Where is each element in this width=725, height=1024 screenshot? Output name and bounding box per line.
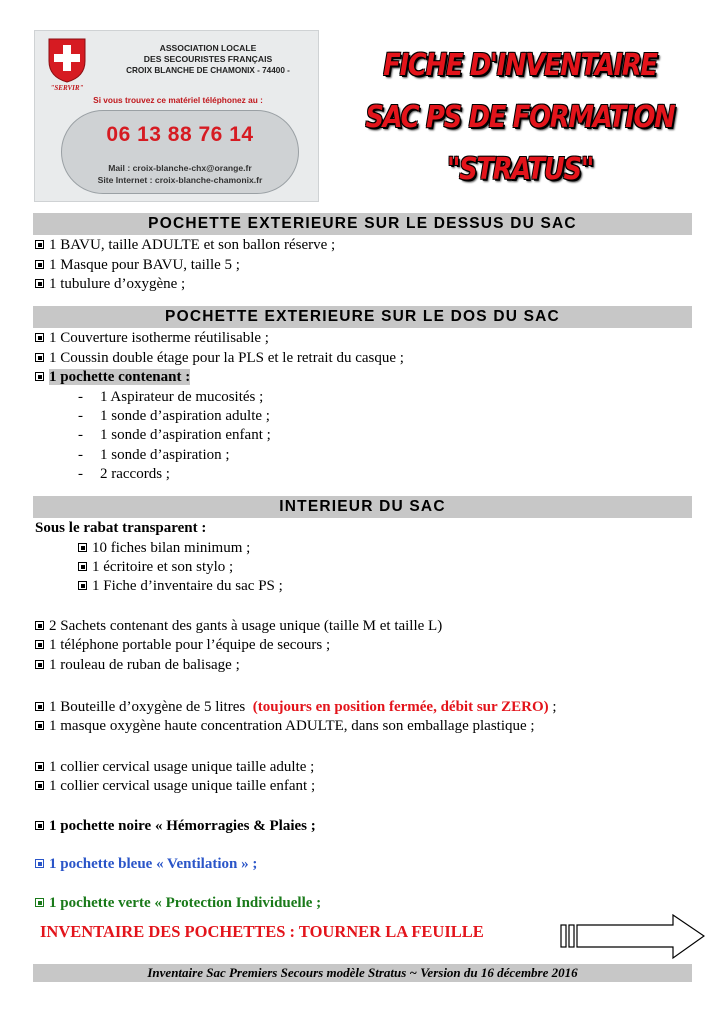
- callout-text: Si vous trouvez ce matériel téléphonez au :: [93, 95, 263, 105]
- green-pouch-item: 1 pochette verte « Protection Individuelle ;: [35, 894, 321, 914]
- black-pouch-item: 1 pochette noire « Hémorragies & Plaies ;: [35, 817, 316, 837]
- list-item: 1 collier cervical usage unique taille adulte ;: [35, 758, 314, 778]
- footer-version: Inventaire Sac Premiers Secours modèle Stratus ~ Version du 16 décembre 2016: [33, 964, 692, 982]
- title-line-1: FICHE D'INVENTAIRE: [383, 48, 657, 83]
- section-heading-interior: INTERIEUR DU SAC: [33, 496, 692, 518]
- bullet-square-icon: [78, 543, 87, 552]
- bullet-square-icon: [35, 859, 44, 868]
- list-item: 1 téléphone portable pour l’équipe de secours ;: [35, 636, 330, 656]
- flap-label: Sous le rabat transparent :: [35, 520, 207, 536]
- motto-text: "SERVIR": [50, 84, 84, 92]
- oxygen-warning: (toujours en position fermée, débit sur ZERO): [252, 699, 549, 715]
- bullet-square-icon: [78, 581, 87, 590]
- list-item: 1 Couverture isotherme réutilisable ;: [35, 329, 269, 349]
- list-item: 1 Bouteille d’oxygène de 5 litres (toujours en position fermée, débit sur ZERO) ;: [35, 698, 557, 718]
- org-line-2: DES SECOURISTES FRANÇAIS: [143, 54, 273, 64]
- bullet-square-icon: [35, 702, 44, 711]
- right-arrow-icon: [560, 914, 705, 960]
- list-item: 1 Masque pour BAVU, taille 5 ;: [35, 256, 240, 276]
- bullet-square-icon: [35, 279, 44, 288]
- white-cross-logo-icon: [47, 37, 87, 83]
- list-item: [35, 368, 190, 388]
- phone-number: 06 13 88 76 14: [106, 123, 254, 146]
- contact-pill: [61, 110, 299, 194]
- website-text: Site Internet : croix-blanche-chamonix.fr: [97, 175, 263, 185]
- list-item: 1 rouleau de ruban de balisage ;: [35, 656, 240, 676]
- title-line-2: SAC PS DE FORMATION: [365, 100, 675, 135]
- blue-pouch-item: 1 pochette bleue « Ventilation » ;: [35, 855, 257, 875]
- list-item: 1 BAVU, taille ADULTE et son ballon réserve ;: [35, 236, 335, 256]
- bullet-square-icon: [35, 821, 44, 830]
- bullet-square-icon: [78, 562, 87, 571]
- bullet-square-icon: [35, 353, 44, 362]
- list-item: 1 écritoire et son stylo ;: [78, 558, 233, 578]
- mail-text: Mail : croix-blanche-chx@orange.fr: [108, 163, 252, 173]
- section-heading-back-pocket: POCHETTE EXTERIEURE SUR LE DOS DU SAC: [33, 306, 692, 328]
- org-line-1: ASSOCIATION LOCALE: [159, 43, 257, 53]
- sub-item: - 1 sonde d’aspiration enfant ;: [78, 427, 271, 443]
- turn-page-notice: INVENTAIRE DES POCHETTES : TOURNER LA FEUILLE: [40, 922, 484, 941]
- bullet-square-icon: [35, 762, 44, 771]
- bullet-square-icon: [35, 640, 44, 649]
- org-line-3: CROIX BLANCHE DE CHAMONIX - 74400 -: [126, 66, 290, 75]
- bullet-square-icon: [35, 721, 44, 730]
- section-heading-top-pocket: POCHETTE EXTERIEURE SUR LE DESSUS DU SAC: [33, 213, 692, 235]
- bullet-square-icon: [35, 621, 44, 630]
- sub-item: - 2 raccords ;: [78, 466, 170, 482]
- sub-item: - 1 Aspirateur de mucosités ;: [78, 389, 264, 405]
- list-item: 1 tubulure d’oxygène ;: [35, 275, 185, 295]
- title-line-3: "STRATUS": [447, 152, 593, 187]
- bullet-square-icon: [35, 260, 44, 269]
- bullet-square-icon: [35, 240, 44, 249]
- list-item: 10 fiches bilan minimum ;: [78, 539, 250, 559]
- list-item: 1 masque oxygène haute concentration ADULTE, dans son emballage plastique ;: [35, 717, 535, 737]
- sub-item: - 1 sonde d’aspiration adulte ;: [78, 408, 270, 424]
- sub-item: - 1 sonde d’aspiration ;: [78, 447, 230, 463]
- list-item: 2 Sachets contenant des gants à usage unique (taille M et taille L): [35, 617, 442, 637]
- list-item: 1 collier cervical usage unique taille enfant ;: [35, 777, 315, 797]
- bullet-square-icon: [35, 898, 44, 907]
- bullet-square-icon: [35, 781, 44, 790]
- bullet-square-icon: [35, 660, 44, 669]
- bullet-square-icon: [35, 333, 44, 342]
- list-item: 1 Fiche d’inventaire du sac PS ;: [78, 577, 283, 597]
- list-item: 1 Coussin double étage pour la PLS et le retrait du casque ;: [35, 349, 404, 369]
- association-card: [34, 30, 319, 202]
- highlighted-item: 1 pochette contenant :: [49, 369, 191, 385]
- bullet-square-icon: [35, 372, 44, 381]
